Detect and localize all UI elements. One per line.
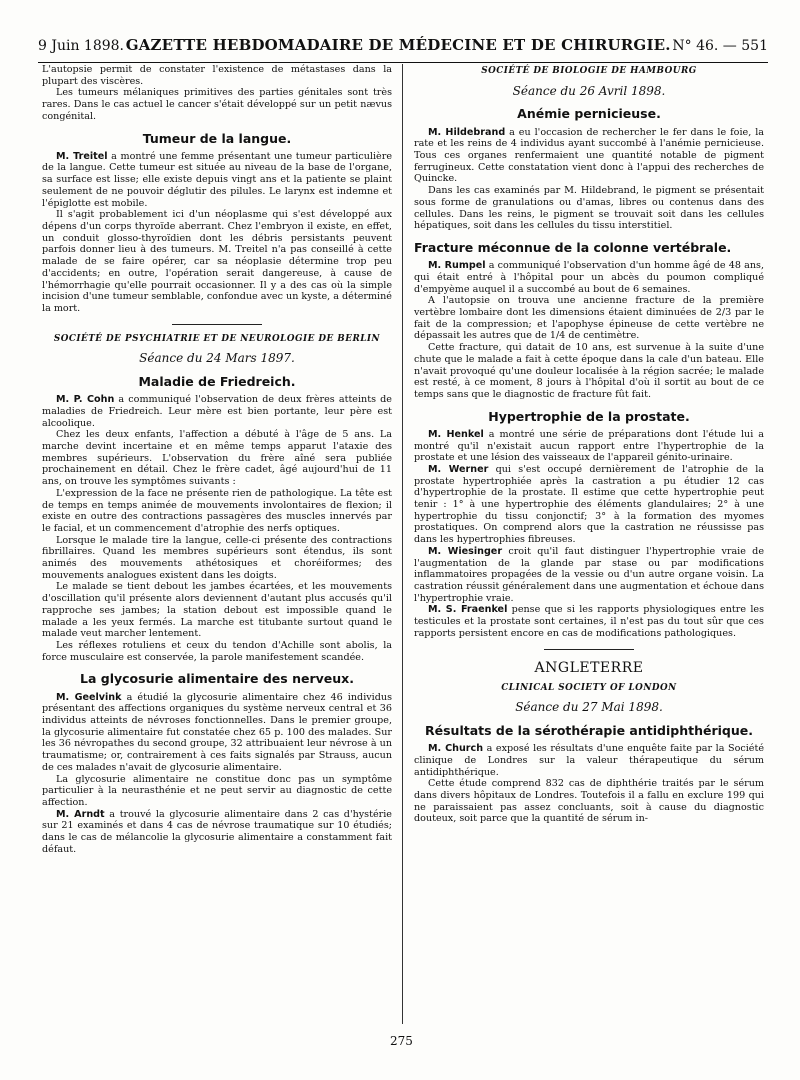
header-number: N° 46. — 551 <box>672 38 768 54</box>
section-heading: Anémie pernicieuse. <box>517 106 661 122</box>
paragraph: M. Arndt a trouvé la glycosurie alimentaire dans 2 cas d'hystérie sur 21 examinés et dans 4 cas de névrose traumatique sur 10 étudiés; dans le cas de mélancolie la glycosurie alimentaire a constamment fait défaut. <box>42 808 392 855</box>
society-name: CLINICAL SOCIETY OF LONDON <box>501 682 677 693</box>
paragraph: A l'autopsie on trouva une ancienne fracture de la première vertèbre lombaire dont les dimensions étaient diminuées de 2/3 par le fait de la compression; et l'apophyse épineuse de cette vertèbre ne dépassait les autres que de 1/4 de centimètre. <box>414 295 764 342</box>
paragraph: M. Wiesinger croit qu'il faut distinguer l'hypertrophie vraie de l'augmentation de la glande par stase ou par modifications inflammatoires propagées de la vessie ou d'un autre organe voisin. La castration réussit généralement dans une augmentation et échoue dans l'hypertrophie vraie. <box>414 545 764 604</box>
author-name: M. Henkel <box>428 428 484 440</box>
paragraph: L'expression de la face ne présente rien de pathologique. La tête est de temps en temps animée de mouvements involontaires de flexion; il existe en outre des contractions passagères des muscles innervés par le facial, et un commencement d'atrophie des nerfs optiques. <box>42 487 392 534</box>
country-heading: ANGLETERRE <box>534 659 644 676</box>
section-divider <box>172 324 262 325</box>
paragraph: Il s'agit probablement ici d'un néoplasme qui s'est développé aux dépens d'un corps thyroïde aberrant. Chez l'embryon il existe, en effet, un conduit glosso-thyroïdien dont les débris persistants peuvent parfois donner lieu à des tumeurs. M. Treitel n'a pas conseillé à cette malade de se faire opérer, car sa néoplasie détermine trop peu d'accidents; en outre, l'opération serait dangereuse, à cause de l'hémorrhagie qu'elle pourrait occasionner. Il y a des cas où la simple incision d'une tumeur semblable, confondue avec un kyste, a déterminé la mort. <box>42 209 392 314</box>
page-number: 275 <box>390 1034 413 1048</box>
author-name: M. S. Fraenkel <box>428 604 508 616</box>
paragraph: Les tumeurs mélaniques primitives des parties génitales sont très rares. Dans le cas actuel le cancer s'était développé sur un petit nævus congénital. <box>42 87 392 122</box>
section-heading: La glycosurie alimentaire des nerveux. <box>80 671 354 687</box>
society-name: SOCIÉTÉ DE BIOLOGIE DE HAMBOURG <box>481 66 697 76</box>
paragraph: La glycosurie alimentaire ne constitue donc pas un symptôme particulier à la neurasthénie et ne peut servir au diagnostic de cette affection. <box>42 773 392 808</box>
author-name: M. Wiesinger <box>428 545 503 557</box>
paragraph: M. Henkel a montré une série de préparations dont l'étude lui a montré qu'il n'existait aucun rapport entre l'hypertrophie de la prostate et une lésion des vaisseaux de l'appareil génito-urinaire. <box>414 428 764 464</box>
paragraph: M. Werner qui s'est occupé dernièrement de l'atrophie de la prostate hypertrophiée après la castration a pu étudier 12 cas d'hypertrophie de la prostate. Il estime que cette hypertrophie peut tenir : 1° à une hypertrophie des éléments glandulaires; 2° à une hypertrophie du tissu conjonctif; 3° à la formation des myomes prostatiques. On comprend alors que la castration ne réussisse pas dans les hypertrophies fibreuses. <box>414 463 764 546</box>
society-name: SOCIÉTÉ DE PSYCHIATRIE ET DE NEUROLOGIE DE BERLIN <box>53 333 381 344</box>
paragraph: L'autopsie permit de constater l'existence de métastases dans la plupart des viscères. <box>42 64 392 87</box>
author-name: M. P. Cohn <box>56 394 115 406</box>
left-column <box>42 64 392 1054</box>
paragraph: M. Treitel a montré une femme présentant une tumeur particulière de la langue. Cette tumeur est située au niveau de la base de l'organe, sa surface est lisse; elle existe depuis vingt ans et la patiente se plaint seulement de ne pouvoir déglutir des pilules. Le larynx est indemne et l'épiglotte est mobile. <box>42 150 392 209</box>
session-date: Séance du 26 Avril 1898. <box>512 83 666 98</box>
paragraph: Chez les deux enfants, l'affection a débuté à l'âge de 5 ans. La marche devint incertaine et en même temps apparut l'ataxie des membres supérieurs. L'observation du frère aîné sera publiée prochainement en détail. Chez le frère cadet, âgé aujourd'hui de 11 ans, on trouve les symptômes suivants : <box>42 429 392 488</box>
author-name: M. Geelvink <box>56 691 122 703</box>
running-header <box>38 36 768 63</box>
column-divider <box>402 64 403 1024</box>
paragraph: Les réflexes rotuliens et ceux du tendon d'Achille sont abolis, la force musculaire est conservée, la parole manifestement scandée. <box>42 639 392 663</box>
author-name: M. Church <box>428 743 484 755</box>
section-heading: Fracture méconnue de la colonne vertébrale. <box>414 239 732 255</box>
author-name: M. Treitel <box>56 150 108 162</box>
section-heading: Maladie de Friedreich. <box>138 373 296 389</box>
session-date: Séance du 27 Mai 1898. <box>515 700 663 715</box>
section-heading: Tumeur de la langue. <box>142 130 292 146</box>
author-name: M. Hildebrand <box>428 126 506 138</box>
paragraph: Cette fracture, qui datait de 10 ans, est survenue à la suite d'une chute que le malade a fait à cette époque dans la cale d'un bateau. Elle n'avait provoqué qu'une douleur localisée à la région sacrée; le malade est resté, à ce moment, 8 jours à l'hôpital d'où il sortit au bout de ce temps sans que le diagnostic de fracture fût fait. <box>414 342 764 400</box>
paragraph: M. P. Cohn a communiqué l'observation de deux frères atteints de maladies de Friedreich. Leur mère est bien portante, leur père est alcoolique. <box>42 394 392 429</box>
header-date: 9 Juin 1898. <box>38 38 125 54</box>
paragraph: M. S. Fraenkel pense que si les rapports physiologiques entre les testicules et la prostate sont certaines, il n'est pas du tout sûr que ces rapports persistent encore en cas de modifications pathologiques. <box>414 604 764 639</box>
section-divider <box>544 649 634 650</box>
section-heading: Hypertrophie de la prostate. <box>488 408 690 424</box>
paragraph: M. Church a exposé les résultats d'une enquête faite par la Société clinique de Londres sur la valeur thérapeutique du sérum antidiphthérique. <box>414 743 764 778</box>
paragraph: M. Geelvink a étudié la glycosurie alimentaire chez 46 individus présentant des affections organiques du système nerveux central et 36 individus atteints de névroses fonctionnelles. Dans le premier groupe, la glycosurie alimentaire fut constatée chez 65 p. 100 des malades. Sur les 36 névropathes du second groupe, 32 attribuaient leur névrose à un traumatisme; or, contrairement à ces faits signalés par Strauss, aucun de ces malades n'avait de glycosurie alimentaire. <box>42 691 392 773</box>
author-name: M. Werner <box>428 463 489 475</box>
paragraph: M. Hildebrand a eu l'occasion de rechercher le fer dans le foie, la rate et les reins de 4 individus ayant succombé à l'anémie pernicieuse. Tous ces organes renfermaient une quantité notable de pigment ferrugineux. Cette constatation vient donc à l'appui des recherches de Quincke. <box>414 126 764 185</box>
author-name: M. Rumpel <box>428 260 486 272</box>
paragraph: Cette étude comprend 832 cas de diphthérie traités par le sérum dans divers hôpitaux de Londres. Toutefois il a fallu en exclure 199 qui ne paraissaient pas assez concluants, soit à cause du diagnostic douteux, soit parce que la quantité de sérum in- <box>414 778 764 825</box>
section-heading: Résultats de la sérothérapie antidiphthérique. <box>425 722 753 738</box>
paragraph: Le malade se tient debout les jambes écartées, et les mouvements d'oscillation qu'il présente alors deviennent d'autant plus accusés qu'il rapproche ses jambes; la station debout est impossible quand le malade a les yeux fermés. La marche est titubante surtout quand le malade veut marcher lentement. <box>42 581 392 640</box>
author-name: M. Arndt <box>56 808 105 820</box>
session-date: Séance du 24 Mars 1897. <box>139 351 295 366</box>
paragraph: Dans les cas examinés par M. Hildebrand, le pigment se présentait sous forme de granulations ou d'amas, libres ou contenus dans des cellules. Dans les reins, le pigment se trouvait soit dans les cellules hépatiques, soit dans les cellules du tissu interstitiel. <box>414 185 764 232</box>
right-column <box>414 64 764 1054</box>
paragraph: M. Rumpel a communiqué l'observation d'un homme âgé de 48 ans, qui était entré à l'hôpital pour un abcès du poumon compliqué d'empyème auquel il a succombé au bout de 6 semaines. <box>414 260 764 295</box>
journal-title: GAZETTE HEBDOMADAIRE DE MÉDECINE ET DE CHIRURGIE. <box>125 36 671 54</box>
paragraph: Lorsque le malade tire la langue, celle-ci présente des contractions fibrillaires. Quand les membres supérieurs sont étendus, ils sont animés des mouvements athétosiques et choréiformes; des mouvements analogues existent dans les doigts. <box>42 534 392 581</box>
